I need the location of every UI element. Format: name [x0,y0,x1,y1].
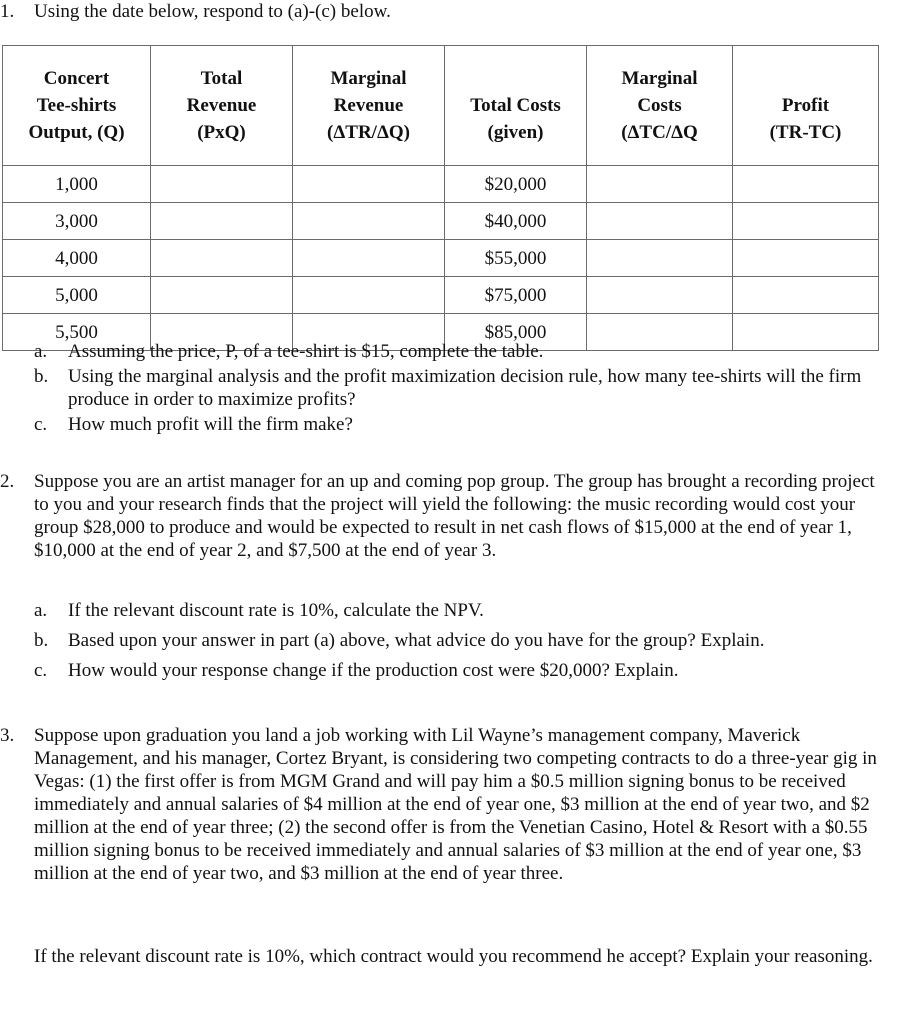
question-2-part-b [34,629,894,652]
part-text: How much profit will the firm make? [68,414,353,435]
cell-output: 5,500 [3,314,151,351]
part-text: If the relevant discount rate is 10%, calculate the NPV. [68,600,484,621]
cell-total-revenue [151,277,293,314]
table-row [3,240,879,277]
cell-total-revenue [151,166,293,203]
cell-marginal-revenue [293,203,445,240]
cell-total-costs: $75,000 [445,277,587,314]
cell-marginal-revenue [293,277,445,314]
table-row [3,166,879,203]
question-1-part-c [34,413,894,436]
header-line: Output, (Q) [28,122,125,143]
header-total-costs [445,46,587,166]
header-line: Costs [637,95,682,116]
cell-output: 3,000 [3,203,151,240]
question-1-prompt: Using the date below, respond to (a)-(c) below. [34,1,391,22]
header-profit [733,46,879,166]
part-label: b. [34,366,49,387]
header-output [3,46,151,166]
cell-total-revenue [151,203,293,240]
cell-marginal-costs [587,203,733,240]
part-label: c. [34,660,48,681]
header-line: Total Costs [470,95,561,116]
header-line: (TR-TC) [769,122,842,143]
question-1-number: 1. [0,1,15,22]
question-1-parts [34,340,894,436]
question-3 [0,724,884,885]
header-line: Marginal [330,68,407,89]
part-text: How would your response change if the production cost were $20,000? Explain. [68,660,679,681]
question-2-parts [34,599,894,682]
header-marginal-costs [587,46,733,166]
cell-total-costs: $85,000 [445,314,587,351]
header-line: Profit [781,95,830,116]
cell-marginal-costs [587,166,733,203]
question-3-number: 3. [0,725,15,746]
cell-total-revenue [151,240,293,277]
header-line: (given) [487,122,544,143]
header-line: Concert [43,68,110,89]
cell-marginal-costs [587,240,733,277]
question-2 [0,470,884,562]
part-text: Using the marginal analysis and the profit maximization decision rule, how many tee-shirts will the firm produce in order to maximize profits? [68,366,862,410]
part-label: a. [34,600,48,621]
cell-profit [733,166,879,203]
cell-output: 5,000 [3,277,151,314]
cell-output: 4,000 [3,240,151,277]
header-line: (ΔTC/ΔQ [621,122,698,143]
header-marginal-revenue [293,46,445,166]
cell-total-costs: $40,000 [445,203,587,240]
cell-profit [733,240,879,277]
question-1-part-b [34,365,894,411]
cell-marginal-revenue [293,166,445,203]
cell-output: 1,000 [3,166,151,203]
header-line: Revenue [333,95,404,116]
part-label: a. [34,341,48,362]
question-1-heading [0,0,900,24]
cell-marginal-costs [587,277,733,314]
header-line: Revenue [186,95,257,116]
cost-revenue-table [2,45,879,351]
cell-total-costs: $20,000 [445,166,587,203]
question-3-followup: If the relevant discount rate is 10%, which contract would you recommend he accept? Explain your reasoning. [34,946,873,967]
part-label: c. [34,414,48,435]
question-1-part-a [34,340,894,363]
part-text: Assuming the price, P, of a tee-shirt is $15, complete the table. [68,341,544,362]
cell-marginal-revenue [293,240,445,277]
part-text: Based upon your answer in part (a) above, what advice do you have for the group? Explain. [68,630,765,651]
question-2-text: Suppose you are an artist manager for an up and coming pop group. The group has brought a recording project to you and your research finds that the project will yield the following: the music recording would cost your group $28,000 to produce and would be expected to result in net cash flows of $15,000 at the end of year 1, $10,000 at the end of year 2, and $7,500 at the end of year 3. [34,471,875,561]
cell-total-costs: $55,000 [445,240,587,277]
question-3-text: Suppose upon graduation you land a job working with Lil Wayne’s management company, Maverick Management, and his manager, Cortez Bryant, is considering two competing contracts to do a three-year gig in Vegas: (1) the first offer is from MGM Grand and will pay him a $0.5 million signing bonus to be received immediately and annual salaries of $4 million at the end of year one, $3 million at the end of year two, and $2 million at the end of year three; (2) the second offer is from the Venetian Casino, Hotel & Resort with a $0.55 million signing bonus to be received immediately and annual salaries of $3 million at the end of year one, $3 million at the end of year two, and $3 million at the end of year three. [34,725,877,884]
question-2-part-c [34,659,894,682]
table-row [3,203,879,240]
header-line: (ΔTR/ΔQ) [327,122,410,143]
part-label: b. [34,630,49,651]
header-line: (PxQ) [197,122,246,143]
header-total-revenue [151,46,293,166]
question-2-number: 2. [0,471,15,492]
header-line: Total [200,68,243,89]
header-line: Tee-shirts [36,95,117,116]
cell-profit [733,277,879,314]
table-row [3,277,879,314]
table-header-row [3,46,879,166]
header-line: Marginal [621,68,698,89]
cell-profit [733,203,879,240]
question-2-part-a [34,599,894,622]
